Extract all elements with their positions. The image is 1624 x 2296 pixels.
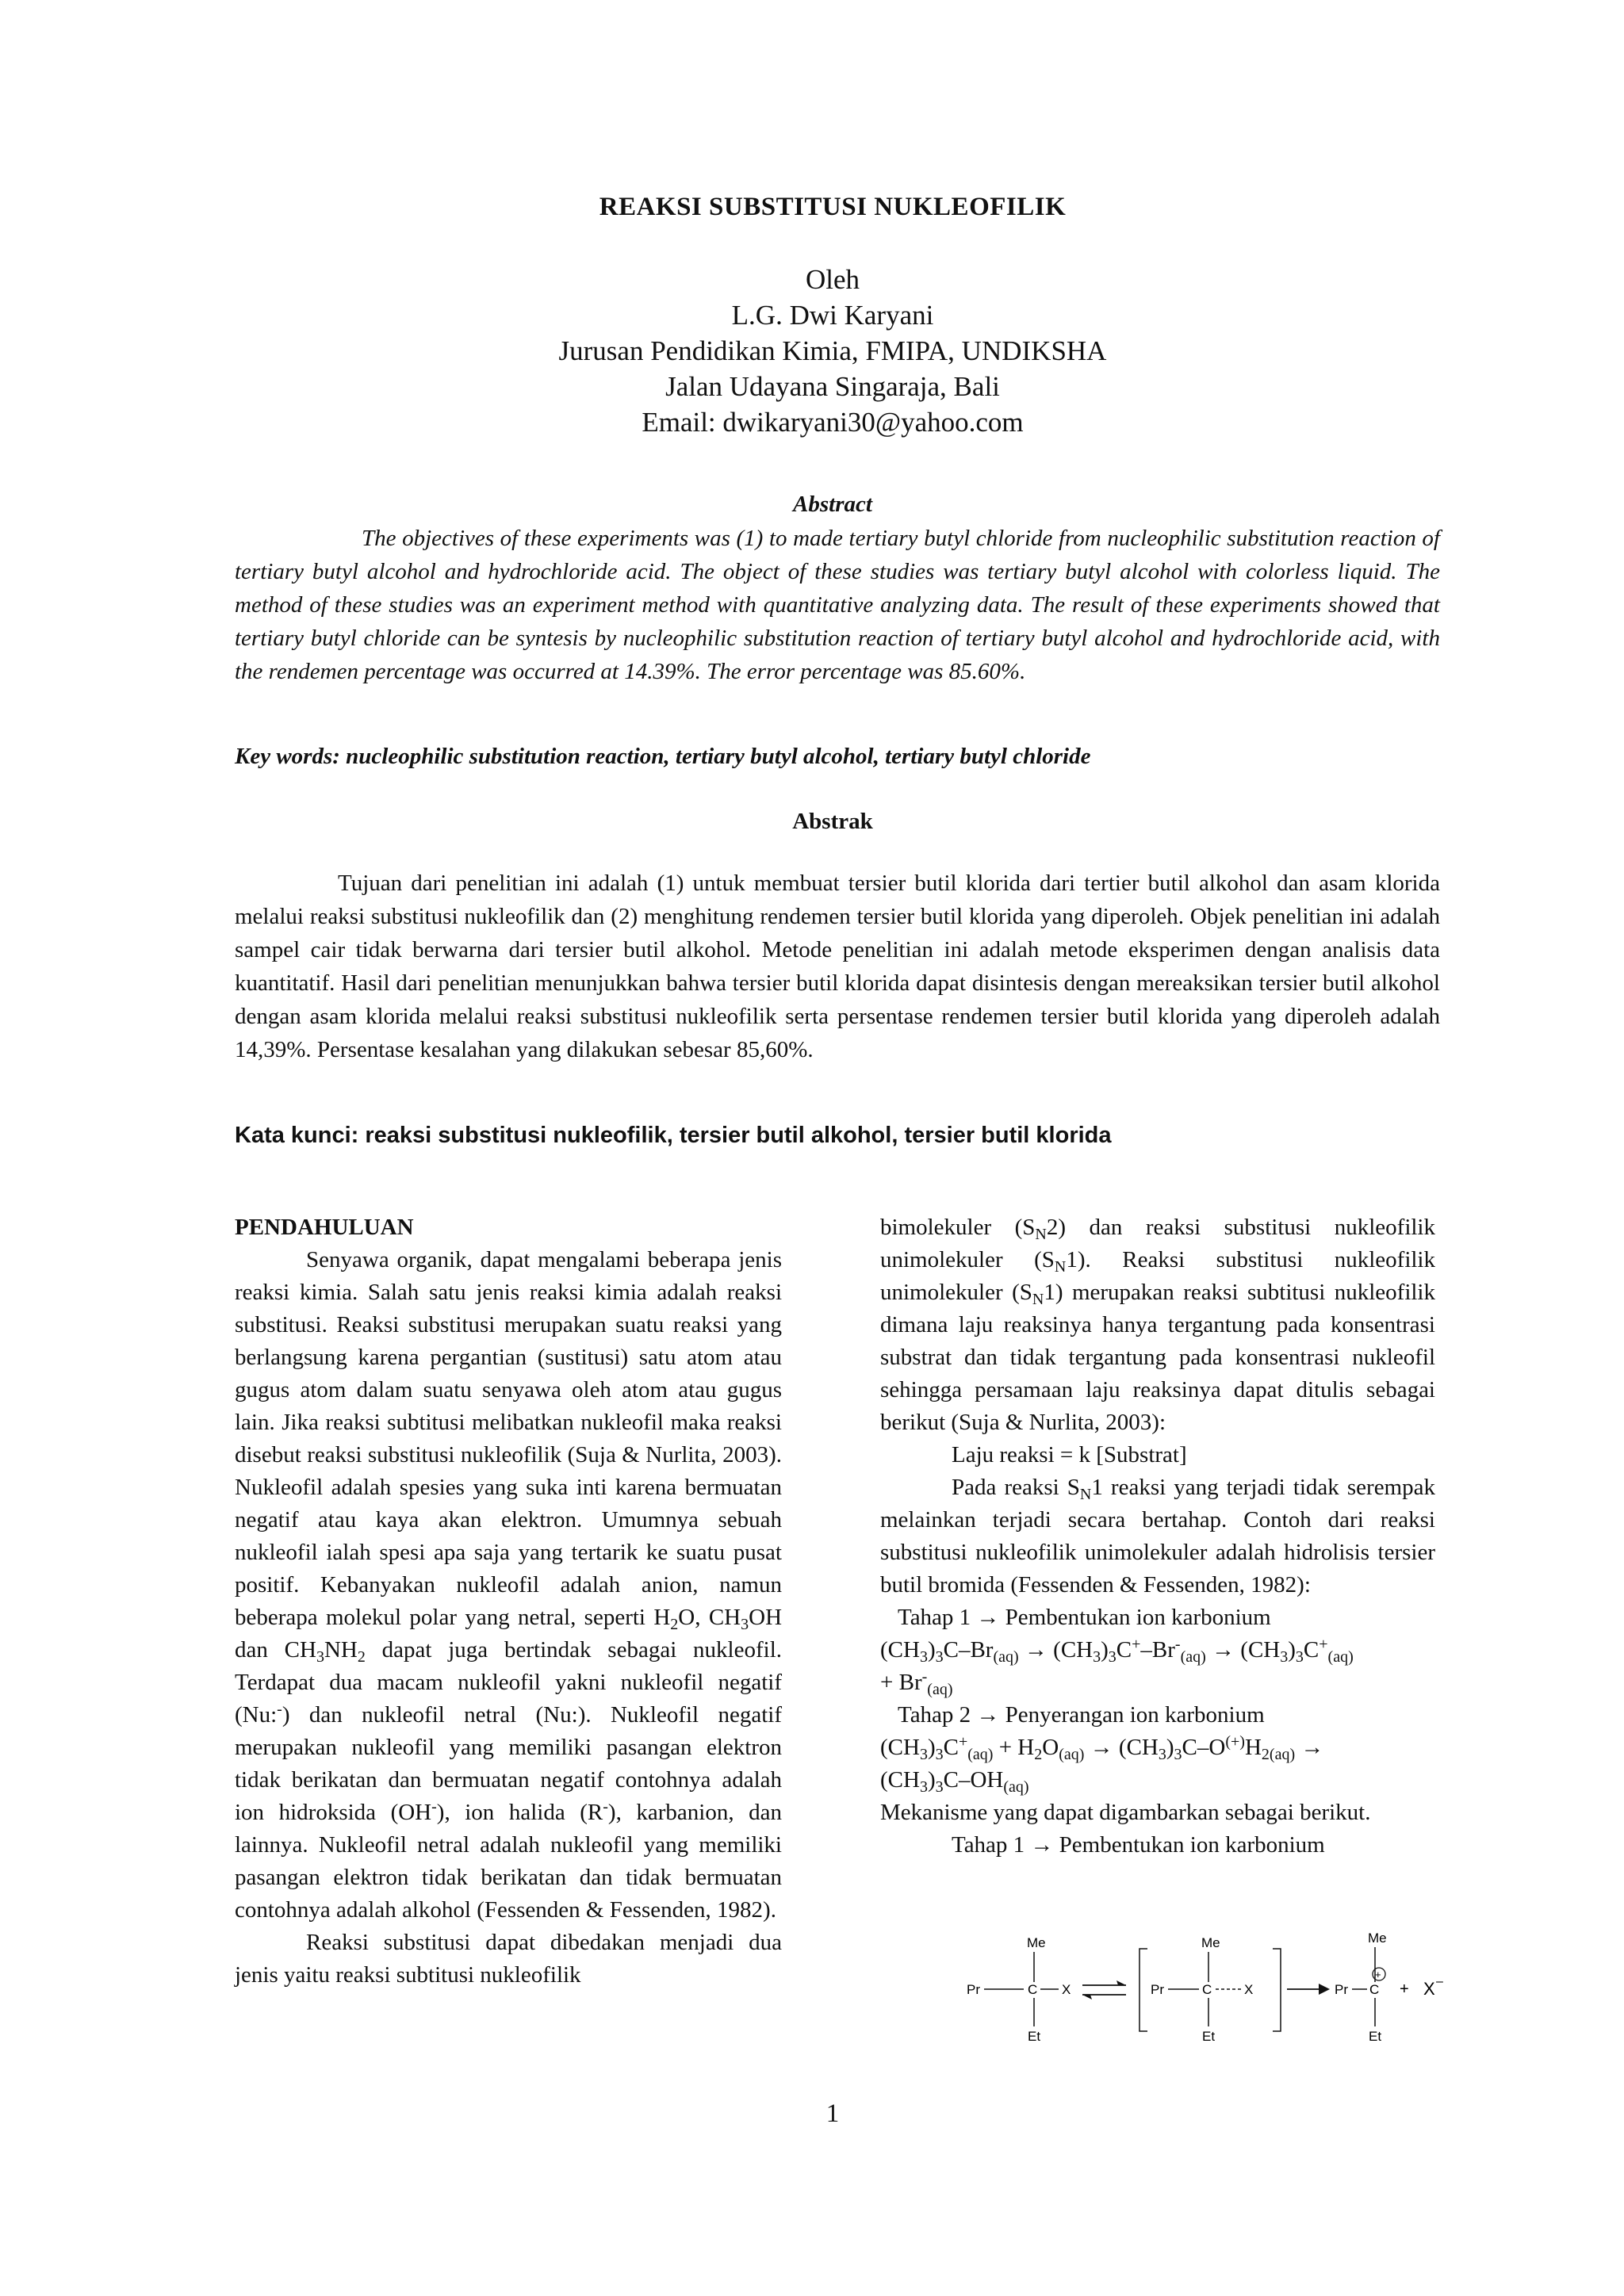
author-email[interactable]: Email: dwikaryani30@yahoo.com [642, 407, 1024, 438]
mech-label-et-1: Et [1028, 2029, 1041, 2044]
abstrak-text: Tujuan dari penelitian ini adalah (1) untuk membuat tersier butil klorida dari tertier butil alkohol dan asam klorida melalui reaksi substitusi nukleofilik dan (2) menghitung rendemen tersier butil klorida yang diperoleh. Objek penelitian ini adalah sampel cair tidak berwarna dari tersier butil alkohol. Metode penelitian ini adalah metode eksperimen dengan analisis data kuantitatif. Hasil dari penelitian menunjukkan bahwa tersier butil klorida dapat disintesis dengan mereaksikan tersier butil alkohol dengan asam klorida melalui reaksi substitusi nukleofilik serta persentase rendemen tersier butil klorida yang diperoleh adalah 14,39%. Persentase kesalahan yang dilakukan sebesar 85,60%. [235, 871, 1440, 1062]
right-bracket [1273, 1949, 1281, 2031]
mech-label-c-2: C [1202, 1982, 1212, 1997]
author-by: Oleh [805, 264, 860, 295]
abstract-body [235, 522, 1440, 688]
abstract-keywords: Key words: nucleophilic substitution reaction, tertiary butyl alcohol, tertiary butyl chloride [235, 744, 1091, 769]
sn1-paragraph: Pada reaksi $S_N1$ reaksi yang terjadi tidak serempak melainkan terjadi secara bertahap. Contoh dari reaksi substitusi nukleofilik unimolekuler adalah hidrolisis tersier butil bromida (Fessenden & Fessenden, 1982): [880, 1475, 1435, 1598]
intro-paragraph-1: Senyawa organik, dapat mengalami beberapa jenis reaksi kimia. Salah satu jenis reaksi kimia adalah reaksi substitusi. Reaksi substitusi merupakan suatu reaksi yang berlangsung karena pergantian (sustitusi) satu atom atau gugus atom dalam suatu senyawa oleh atom atau gugus lain. Jika reaksi subtitusi melibatkan nukleofil maka reaksi disebut reaksi substitusi nukleofilik (Suja & Nurlita, 2003). Nukleofil adalah spesies yang suka inti karena bermuatan negatif atau kaya akan elektron. Umumnya sebuah nukleofil ialah spesi apa saja yang tertarik ke suatu pusat positif. Kebanyakan nukleofil adalah anion, namun beberapa molekul polar yang netral, seperti $H_2O$, $CH_3OH$ dan $CH_3NH_2$ dapat juga bertindak sebagai nukleofil. Terdapat dua macam nukleofil yakni nukleofil negatif (Nu:-) dan nukleofil netral (Nu:). Nukleofil negatif merupakan nukleofil yang memiliki pasangan elektron tidak berikatan dan bermuatan negatif contohnya adalah ion hidroksida (OH-), ion halida (R-), karbanion, dan lainnya. Nukleofil netral adalah nukleofil yang memiliki pasangan elektron tidak berikatan dan tidak bermuatan contohnya adalah alkohol (Fessenden & Fessenden, 1982). [235, 1247, 783, 1923]
step-1-label: Tahap 1 → Pembentukan ion karbonium [898, 1605, 1271, 1630]
page-number: 1 [825, 2099, 840, 2128]
mech-label-c-3: C [1369, 1982, 1380, 1997]
section-heading-pendahuluan: PENDAHULUAN [235, 1215, 414, 1240]
equation-1: $(CH_3)_3C-Br_{(aq)} \to (CH_3)_3C^+-Br^-_{(aq)} \to (CH_3)_3C^+_{(aq)}$ + $Br^-_{(aq)}$ [880, 1636, 1354, 1698]
mech-label-me-1: Me [1027, 1935, 1046, 1950]
intro-paragraph-2: Reaksi substitusi dapat dibedakan menjadi dua jenis yaitu reaksi subtitusi nukleofilik [235, 1930, 782, 1988]
mech-label-me-2: Me [1201, 1935, 1220, 1950]
mech-label-plus: + [1400, 1980, 1409, 1998]
mech-label-me-3: Me [1368, 1933, 1387, 1946]
mechanism-intro: Mekanisme yang dapat digambarkan sebagai berikut. [880, 1800, 1371, 1825]
mech-label-x-2: X [1244, 1982, 1254, 1997]
abstrak-heading: Abstrak [792, 809, 873, 834]
left-column [235, 1211, 782, 1992]
step-2-label: Tahap 2 → Penyerangan ion karbonium [898, 1702, 1265, 1728]
sn-paragraph: bimolekuler $(S_N2)$ dan reaksi substitusi nukleofilik unimolekuler $(S_N1)$. Reaksi substitusi nukleofilik unimolekuler $(S_N1)$ merupakan reaksi subtitusi nukleofilik dimana laju reaksinya hanya tergantung pada konsentrasi substrat dan tidak tergantung pada konsentrasi nukleofil sehingga persamaan laju reaksinya dapat ditulis sebagai berikut (Suja & Nurlita, 2003): [880, 1215, 1435, 1435]
abstrak-keywords: Kata kunci: reaksi substitusi nukleofilik, tersier butil alkohol, tersier butil klorida [235, 1123, 1112, 1148]
mech-label-halide: X [1423, 1979, 1435, 1999]
mech-label-x-1: X [1062, 1982, 1071, 1997]
left-bracket [1139, 1949, 1147, 2031]
abstract-text: The objectives of these experiments was (1) to made tertiary butyl chloride from nucleophilic substitution reaction of tertiary butyl alcohol and hydrochloride acid. The object of these studies was tertiary butyl alcohol with colorless liquid. The method of these studies was an experiment method with quantitative analyzing data. The result of these experiments showed that tertiary butyl chloride can be syntesis by nucleophilic substitution reaction of tertiary butyl alcohol and hydrochloride acid, with the rendemen percentage was occurred at 14.39%. The error percentage was 85.60%. [235, 526, 1440, 684]
mech-label-halide-charge: – [1436, 1975, 1443, 1988]
rate-law: Laju reaksi = k [Substrat] [952, 1442, 1187, 1468]
mech-label-pr-1: Pr [967, 1982, 980, 1997]
mech-label-c-1: C [1028, 1982, 1038, 1997]
mech-label-et-2: Et [1202, 2029, 1216, 2044]
mechanism-figure [963, 1933, 1455, 2052]
author-name: L.G. Dwi Karyani [731, 300, 934, 331]
mech-label-pr-2: Pr [1151, 1982, 1164, 1997]
abstrak-body [235, 867, 1440, 1066]
right-column [880, 1211, 1435, 1862]
equilibrium-arrow-icon [1082, 1980, 1126, 1999]
paper-title: REAKSI SUBSTITUSI NUKLEOFILIK [599, 193, 1067, 221]
mech-label-pr-3: Pr [1335, 1982, 1348, 1997]
equation-2: $(CH_3)_3C^+_{(aq)} + H_2O_{(aq)} \to (CH_3)_3C-O^{(+)}H_{2(aq)}$ → $(CH_3)_3C-OH_{(aq)}$ [880, 1733, 1324, 1796]
reaction-arrow-icon [1287, 1984, 1330, 1995]
mechanism-step-1-label: Tahap 1 → Pembentukan ion karbonium [952, 1832, 1325, 1858]
author-address: Jalan Udayana Singaraja, Bali [665, 371, 1000, 402]
mech-label-et-3: Et [1369, 2029, 1382, 2044]
abstract-heading: Abstract [793, 492, 872, 517]
author-department: Jurusan Pendidikan Kimia, FMIPA, UNDIKSHA [558, 335, 1107, 366]
mech-charge-sign: + [1375, 1969, 1381, 1980]
